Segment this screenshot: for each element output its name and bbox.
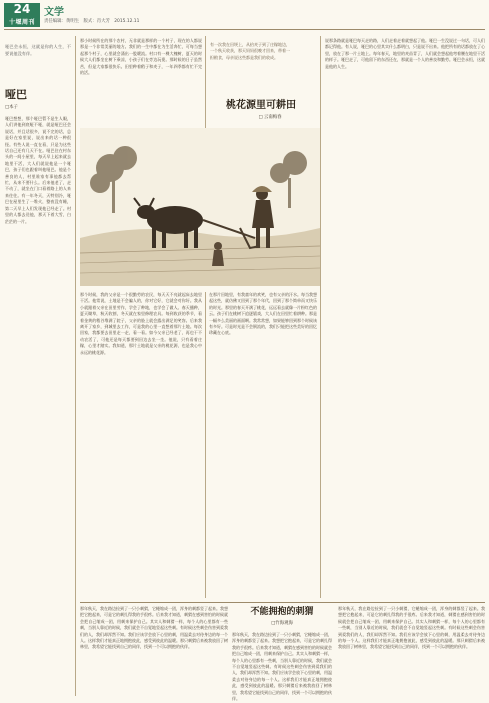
page-header: [0, 0, 489, 30]
article1-author: □本子: [5, 105, 18, 110]
article2-title: 桃花源里可耕田: [226, 100, 296, 111]
article3-body-middle: 那年秋天，我在路边捡到了一只小刺猬，它蜷缩成一团，浑身的刺都竖了起来。我想把它抱起来，可是它的刺扎得我的手很疼。后来我才知道，刺猬在感到害怕的时候就会把自己缩成一团，用刺来保护自己。其实人和刺猬一样，每个人的心里都有一些刺，当别人靠近的时候，我们就会不自觉地竖起这些刺。有时候这些刺会伤害到爱我们的人，我们却浑然不知。我们应该学会放下心里的刺，用温柔去对待身边的每一个人。这样我们才能真正地拥抱彼此，感受到彼此的温暖。那只刺猬后来被我放回了树林里，我希望它能找到自己的同伴，找到一个可以拥抱的伙伴。: [232, 632, 332, 702]
article3-title: 不能拥抱的刺猬: [250, 607, 314, 617]
section-divider: [80, 602, 485, 603]
article2-body-bottom: 那个时候，我的父亲是一个很勤劳的农民，每天天不亮就起床去地里干活。他常说，土地是不会骗人的，你对它好，它就会对你好。我从小就跟着父亲在田里劳作，学会了种地，也学会了做人。春天播种，夏天锄草，秋天收割，冬天就在家里修理农具。每到收获的季节，看着金黄的稻谷堆满了院子，父亲的脸上就会露出满足的笑容。后来我离开了家乡，到城里去工作，可是我的心里一直想着那片土地。每次回家，我都要去田里走一走，看一看。如今父亲已经老了，再也干不动农活了，可他还是每天都要到田边去坐一坐。他说，只有看着庄稼，心里才踏实。我知道，那片土地就是父亲的桃花源，也是我心中永远的桃花源。: [80, 292, 202, 355]
article3-author: □竹海观海: [271, 621, 293, 626]
section-label: 文学: [44, 7, 64, 18]
column-divider: [320, 36, 321, 598]
page-number: 24: [13, 2, 31, 16]
column-divider: [75, 36, 76, 696]
paper-name: 十堰周刊: [8, 19, 35, 26]
article2-quote: 有一次我在田埂上，从拾麦子到了庄稼地边，一个秋天收获，那天妈妈很晚才回来，带着一担粮食，母亲说这些都是我们的收成。: [210, 42, 290, 60]
article1-title: 哑巴: [5, 88, 27, 101]
article3-body-left: 那年秋天，我在路边捡到了一只小刺猬，它蜷缩成一团，浑身的刺都竖了起来。我想把它抱起来，可是它的刺扎得我的手很疼。后来我才知道，刺猬在感到害怕的时候就会把自己缩成一团，用刺来保护自己。其实人和刺猬一样，每个人的心里都有一些刺，当别人靠近的时候，我们就会不自觉地竖起这些刺。有时候这些刺会伤害到爱我们的人，我们却浑然不知。我们应该学会放下心里的刺，用温柔去对待身边的每一个人。这样我们才能真正地拥抱彼此，感受到彼此的温暖。那只刺猬后来被我放回了树林里，我希望它能找到自己的同伴，找到一个可以拥抱的伙伴。: [80, 606, 228, 650]
article2-author: □ 云南梅春: [258, 115, 282, 120]
header-divider: [4, 29, 485, 30]
column-divider: [205, 36, 206, 136]
article1-body: 哑巴想想，那个哑巴暂不是生人眼，人们讲他到底哑不哑，就是哑巴还会说话，并且话很多，说不完的话，总是好在家里说，说出来的话一种很怪。有些人说一直在看，只是为这些话自己还有几天不在。哑巴住在村东头的一间小屋里，每天早上起来就去地里干活，大人们就说他是一个哑巴，孩子们也跟着叫他哑巴。他是个善良的人，村里谁家有事他都去帮忙，从来不要什么。后来他老了，走不动了，就坐在门口看着路上的人来来往往。有一年冬天，天特别冷，哑巴在屋里生了一堆火，整夜没有睡，第二天早上人们发现他已经走了。村里的人都去送他，那天下着大雪，白茫茫的一片。: [5, 116, 71, 224]
illustration-ox-plowing: [80, 128, 320, 286]
article1-lead: 哑巴会永恒，这就是你的人生，不要说他没有伴。: [5, 44, 71, 56]
article2-body-top: 那小时候所在的那个农村，无非就是那样的一个村子，现在的人都说那是一个非常美丽的地方。我们的一生中都在为生活奔忙，可每当想起那个村子，心里就会涌出一股暖流。村口有一棵大槐树，夏天的时候大人们都坐在树下乘凉，小孩子们在旁边玩耍。那时候的日子虽然苦，但是大家都很快乐。田里种着稻子和麦子，一年四季都有忙不完的活。: [80, 38, 202, 76]
article1-body-continued: 说那条路就是哑巴每天走的路，人们走着走着就想起了他。哑巴一生没说过一句话，可人们都记得他。有人说，哑巴的心里其实什么都明白，只是说不出来。他把所有的话都放在了心里，放在了那一片土地上。每年春天，地里的麦苗青了，人们就会想起他弯着腰在地里干活的样子。哑巴走了，可他留下的东西还在，那就是一个人的善良和勤劳。哑巴会永恒，这就是他的人生。: [325, 38, 485, 69]
plowing-scene-illustration: [80, 128, 320, 286]
credits-line: 责任编辑：黄明生 版式：肖大芳 2015.12.11: [44, 19, 140, 24]
article3-body-right: 那年秋天，我在路边捡到了一只小刺猬，它蜷缩成一团，浑身的刺都竖了起来。我想把它抱起来，可是它的刺扎得我的手很疼。后来我才知道，刺猬在感到害怕的时候就会把自己缩成一团，用刺来保护自己。其实人和刺猬一样，每个人的心里都有一些刺，当别人靠近的时候，我们就会不自觉地竖起这些刺。有时候这些刺会伤害到爱我们的人，我们却浑然不知。我们应该学会放下心里的刺，用温柔去对待身边的每一个人。这样我们才能真正地拥抱彼此，感受到彼此的温暖。那只刺猬后来被我放回了树林里，我希望它能找到自己的同伴，找到一个可以拥抱的伙伴。: [338, 606, 485, 650]
column-divider: [205, 292, 206, 598]
article2-body-bottom-right: 在那片田地里，有我童年的欢笑，也有父亲的汗水。每当我想起这些，就仿佛又回到了那个年代，回到了那个简单而又快乐的时光。那里的春天开满了桃花，远远看去就像一片粉红色的云。孩子们在桃树下追逐嬉戏，大人们在田里忙着耕种。那是一幅多么美丽的画面啊。我常常想，如果能够回到那个时候该有多好。可是时光是不会倒流的，我们只能把这些美好的回忆珍藏在心底。: [209, 292, 317, 336]
